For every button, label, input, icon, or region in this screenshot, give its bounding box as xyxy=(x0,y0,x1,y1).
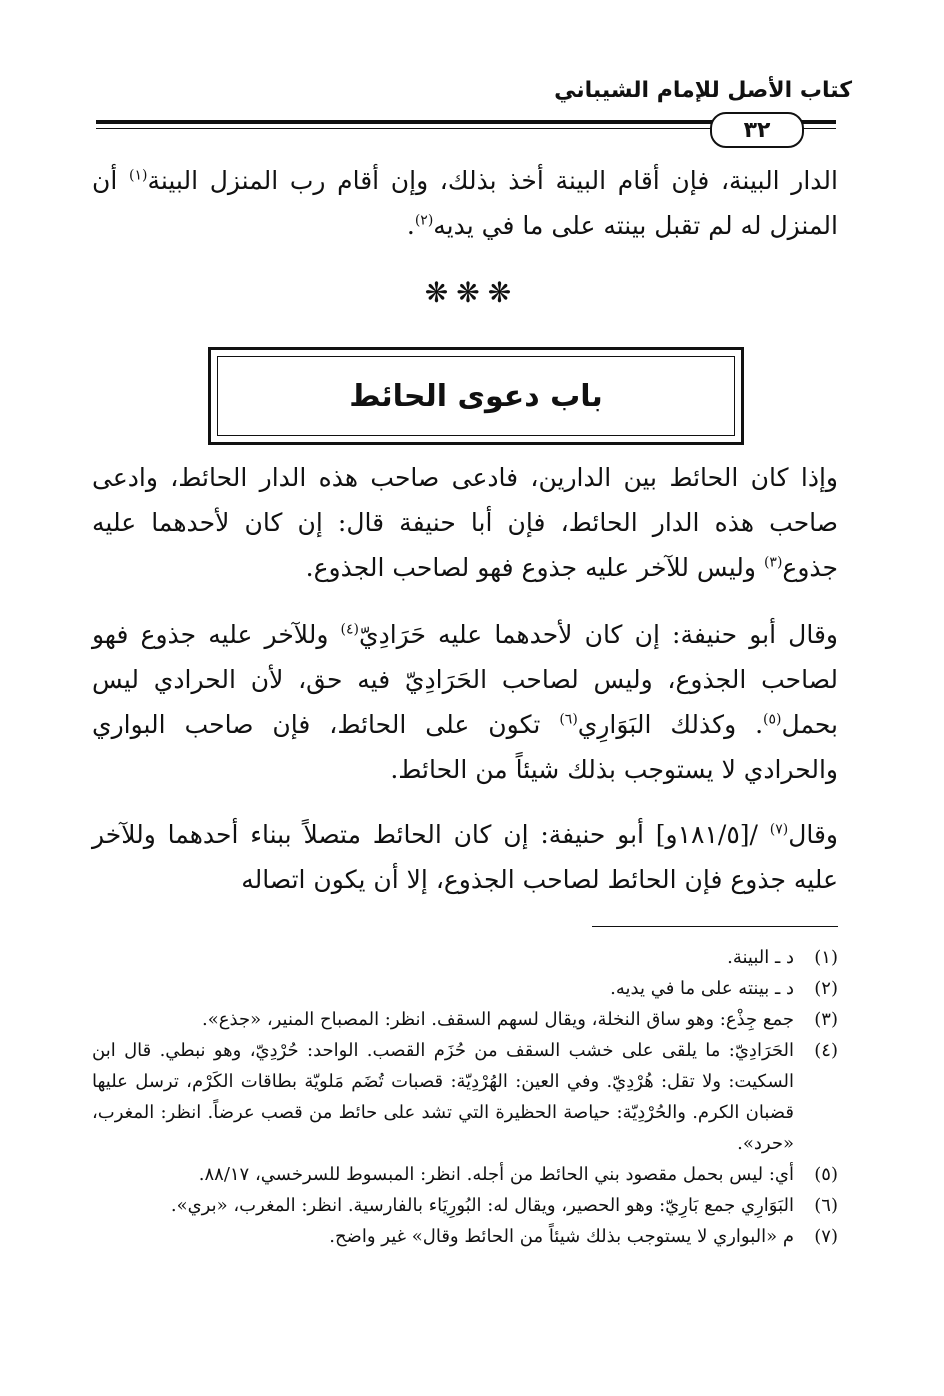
paragraph-3-text-d: تكون على الحائط، فإن صاحب البواري والحرادي لا يستوجب بذلك شيئاً من الحائط. xyxy=(92,710,838,784)
chapter-title-inner-frame xyxy=(217,356,735,436)
paragraph-1-text-a: الدار البينة، فإن أقام البينة أخذ بذلك، وإن أقام رب المنزل البينة xyxy=(147,166,838,195)
footnote-number: (٦) xyxy=(814,1195,838,1216)
footnote xyxy=(92,1221,838,1252)
footnote-text: أي: ليس بحمل مقصود بني الحائط من أجله. انظر: المبسوط للسرخسي، ٨٨/١٧. xyxy=(198,1164,794,1185)
footnote xyxy=(92,1035,838,1159)
footnote-text: جمع جِذْع: وهو ساق النخلة، ويقال لسهم السقف. انظر: المصباح المنير، «جذع». xyxy=(202,1009,794,1030)
section-separator: ❋❋❋ xyxy=(424,276,520,309)
footnote-number: (٢) xyxy=(814,978,838,999)
footnote-ref-5: (٥) xyxy=(763,711,782,728)
paragraph-2 xyxy=(92,455,838,590)
page-number: ٣٢ xyxy=(710,112,804,148)
footnote xyxy=(92,1190,838,1221)
paragraph-3 xyxy=(92,612,838,792)
footnote-text: د ـ البينة. xyxy=(727,947,794,968)
footnote xyxy=(92,1004,838,1035)
paragraph-4 xyxy=(92,812,838,902)
footnote xyxy=(92,1159,838,1190)
footnote-separator-rule xyxy=(592,926,838,927)
footnote-ref-1: (١) xyxy=(128,167,148,184)
running-title: كتاب الأصل للإمام الشيباني xyxy=(554,78,852,103)
footnote-text: البَوَارِي جمع بَارِيّ: وهو الحصير، ويقال له: البُورِيَاء بالفارسية. انظر: المغرب، «بري». xyxy=(170,1195,794,1216)
paragraph-1 xyxy=(92,158,838,248)
footnote-number: (٤) xyxy=(814,1040,838,1061)
footnote xyxy=(92,973,838,1004)
paragraph-4-text-a: وقال xyxy=(788,820,839,849)
footnote xyxy=(92,942,838,973)
footnote-text: د ـ بينته على ما في يديه. xyxy=(610,978,794,999)
footnote-text: الحَرَادِيّ: ما يلقى على خشب السقف من حُزَم القصب. الواحد: حُرْدِيّ، وهو نبطي. قال ابن السكيت: ولا تقل: هُرْدِيّ. وفي العين: الهُرْدِيّة: قصبات تُضَم مَلويّة بطاقات الكَرْم، ترسل عليها قضبان الكرم. والحُرْدِيّة: حياصة الحظيرة التي تشد على حائط من قصب عرضاً. انظر: المغرب، «حرد». xyxy=(92,1040,794,1154)
footnote-ref-2: (٢) xyxy=(414,212,434,229)
footnotes xyxy=(92,942,838,1252)
footnote-ref-3: (٣) xyxy=(763,554,783,571)
paragraph-1-text-b: أن المنزل له لم تقبل بينته على ما في يديه xyxy=(92,166,838,240)
footnote-number: (٥) xyxy=(814,1164,838,1185)
paragraph-2-text-a: وإذا كان الحائط بين الدارين، فادعى صاحب هذه الدار الحائط، وادعى صاحب هذه الدار الحائط، فإن أبا حنيفة قال: إن كان لأحدهما عليه جذوع xyxy=(92,463,838,582)
chapter-title: باب دعوى الحائط xyxy=(349,378,603,414)
paragraph-3-text-c: . وكذلك البَوَارِي xyxy=(577,710,764,739)
paragraph-4-text-b: /[١٨١/٥و] أبو حنيفة: إن كان الحائط متصلاً ببناء أحدهما وللآخر عليه جذوع فإن الحائط لصاحب الجذوع، إلا أن يكون اتصاله xyxy=(92,820,838,894)
footnote-ref-4: (٤) xyxy=(340,621,360,638)
paragraph-2-text-b: وليس للآخر عليه جذوع فهو لصاحب الجذوع. xyxy=(305,553,764,582)
paragraph-3-text-b: وللآخر عليه جذوع فهو لصاحب الجذوع، وليس لصاحب الحَرَادِيّ فيه حق، لأن الحرادي ليس بحمل xyxy=(92,620,838,739)
footnote-ref-7: (٧) xyxy=(769,821,789,838)
footnote-ref-6: (٦) xyxy=(559,711,578,728)
paragraph-1-text-c: . xyxy=(406,211,415,240)
footnote-number: (٣) xyxy=(814,1009,838,1030)
footnote-number: (٧) xyxy=(814,1226,838,1247)
chapter-title-frame xyxy=(208,347,744,445)
footnote-number: (١) xyxy=(814,947,838,968)
paragraph-3-text-a: وقال أبو حنيفة: إن كان لأحدهما عليه حَرَادِيّ xyxy=(359,620,838,649)
footnote-text: م «البواري لا يستوجب بذلك شيئاً من الحائط وقال» غير واضح. xyxy=(329,1226,794,1247)
